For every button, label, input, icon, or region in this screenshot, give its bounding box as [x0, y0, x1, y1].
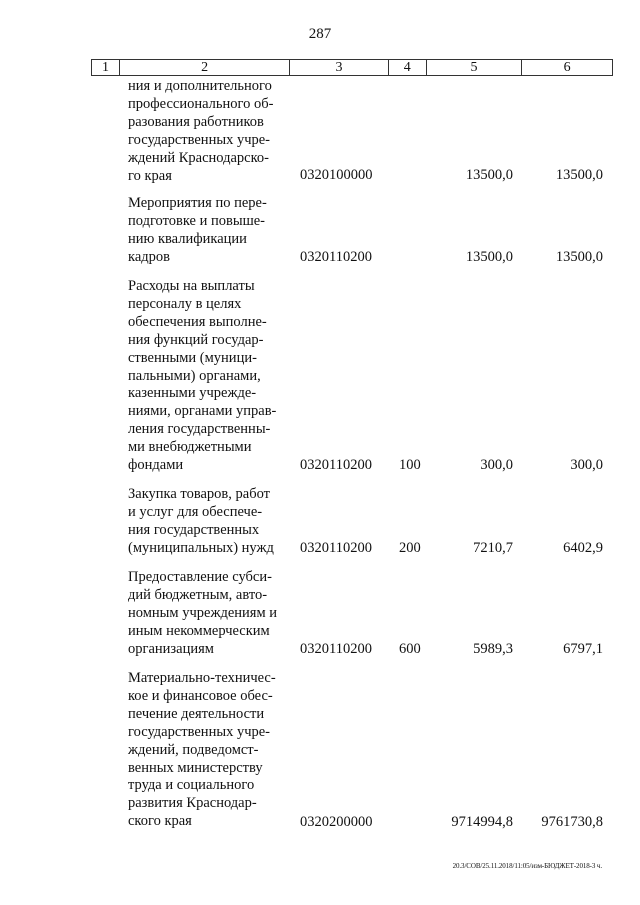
row-code: 0320110200 — [300, 540, 372, 557]
row-code: 0320200000 — [300, 814, 373, 831]
header-col-1: 1 — [92, 60, 120, 75]
row-name: Закупка товаров, работ и услуг для обеспече- ния государственных (муниципальных) нужд — [128, 486, 274, 556]
header-col-6: 6 — [563, 60, 571, 75]
header-col-5: 5 — [427, 60, 523, 75]
table-row — [0, 278, 640, 475]
row-col5: 13500,0 — [465, 249, 513, 266]
row-col6: 6402,9 — [563, 540, 603, 557]
row-col6: 300,0 — [570, 457, 603, 474]
table-row — [0, 78, 640, 185]
footer-reference: 20.3/СОВ/25.11.2018/11:05/изм-БЮДЖЕТ-2018-3 ч. — [452, 862, 602, 870]
table-row — [0, 569, 640, 659]
row-type: 100 — [399, 457, 421, 474]
row-type: 200 — [399, 540, 421, 557]
row-code: 0320110200 — [300, 641, 372, 658]
row-col5: 7210,7 — [473, 540, 513, 557]
row-col5: 300,0 — [480, 457, 513, 474]
row-code: 0320110200 — [300, 249, 372, 266]
row-col5: 5989,3 — [473, 641, 513, 658]
header-col-2: 2 — [120, 60, 290, 75]
row-col6: 13500,0 — [555, 167, 603, 184]
row-col5: 13500,0 — [465, 167, 513, 184]
row-col6: 13500,0 — [555, 249, 603, 266]
row-col6: 9761730,8 — [541, 814, 603, 831]
page-number: 287 — [308, 26, 332, 42]
row-type: 600 — [399, 641, 421, 658]
table-row — [0, 486, 640, 558]
table-row — [0, 670, 640, 832]
row-col5: 9714994,8 — [451, 814, 513, 831]
row-name: Предоставление субси- дий бюджетным, авто- номным учреждениям и иным некоммерческим организациям — [128, 569, 278, 657]
row-code: 0320100000 — [300, 167, 373, 184]
row-col6: 6797,1 — [563, 641, 603, 658]
header-col-4: 4 — [389, 60, 427, 75]
row-name: Расходы на выплаты персоналу в целях обеспечения выполне- ния функций государ- ственными (муници- пальными) органами, казенными учрежде- ниями, органами управ- ления государственны- ми внебюджетными фондами — [128, 278, 277, 474]
row-name: ния и дополнительного профессионального об- разования работников государственных учре- ждений Краснодарско- го края — [128, 78, 274, 184]
table-row — [0, 195, 640, 267]
table-header — [91, 59, 613, 76]
row-name: Материально-техничес- кое и финансовое обес- печение деятельности государственных учре- ждений, подведомст- венных министерству труда и социального развития Краснодар- ского края — [128, 670, 276, 830]
header-col-3: 3 — [290, 60, 389, 75]
row-name: Мероприятия по пере- подготовке и повыше- нию квалификации кадров — [128, 195, 267, 265]
row-code: 0320110200 — [300, 457, 372, 474]
